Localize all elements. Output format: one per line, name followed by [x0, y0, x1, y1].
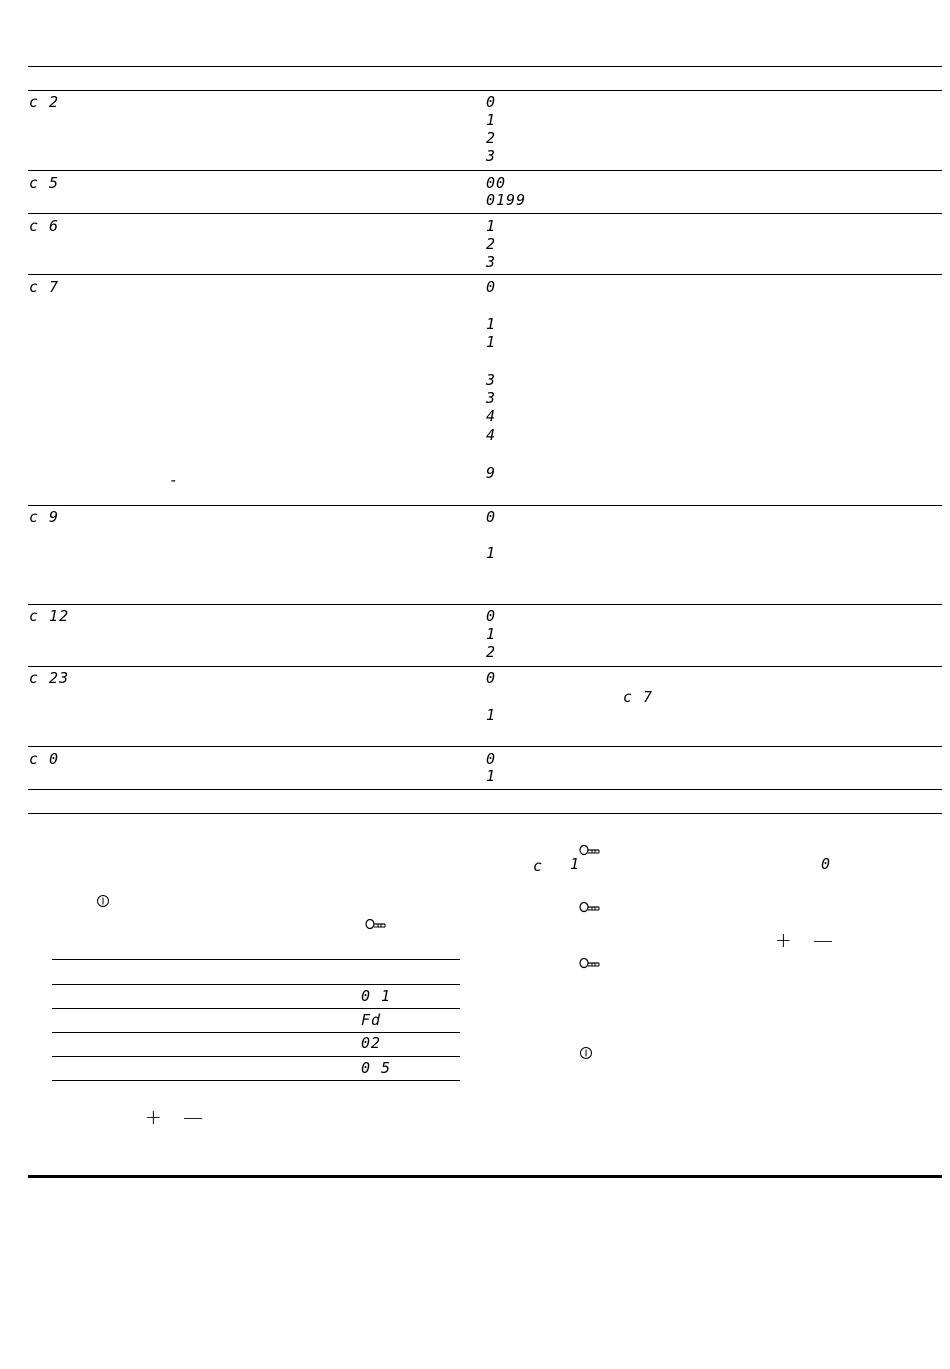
c23-reference-c7: c 7: [623, 688, 654, 706]
table-header-rule: [28, 90, 942, 91]
row-divider: [28, 213, 942, 214]
power-icon: [579, 1046, 593, 1063]
value-c0-1: 1: [486, 767, 497, 785]
value-c7-3: 3: [486, 371, 497, 389]
plus-symbol: +: [775, 928, 792, 952]
code-c0: c 0: [29, 750, 60, 768]
small-table-rule: [52, 984, 460, 985]
code-0-symbol: 0: [821, 855, 832, 873]
value-c23-1: 1: [486, 706, 497, 724]
value-c9-0: 0: [486, 508, 497, 526]
power-icon: [96, 894, 110, 911]
value-c7-6: 4: [486, 426, 497, 444]
small-table-bottom: [52, 1080, 460, 1081]
value-c5-0: 00: [486, 174, 507, 192]
row-divider: [28, 604, 942, 605]
code-c9: c 9: [29, 508, 60, 526]
value-c12-1: 1: [486, 625, 497, 643]
code-c23: c 23: [29, 669, 70, 687]
value-c2-0: 0: [486, 93, 497, 111]
plus-symbol: +: [145, 1105, 162, 1129]
value-c6-0: 1: [486, 217, 497, 235]
value-c9-1: 1: [486, 544, 497, 562]
value-c12-2: 2: [486, 643, 497, 661]
value-c23-0: 0: [486, 669, 497, 687]
value-c7-4: 3: [486, 389, 497, 407]
small-table-rule: [52, 1032, 460, 1033]
value-c6-2: 3: [486, 253, 497, 271]
small-table-value-02: 02: [361, 1034, 382, 1052]
minus-symbol: —: [183, 1105, 203, 1129]
code-c12: c 12: [29, 607, 70, 625]
code-c6: c 6: [29, 217, 60, 235]
value-c5-1: 0199: [486, 191, 527, 209]
minus-symbol: —: [813, 928, 833, 952]
code-1-symbol: 1: [570, 855, 581, 873]
code-c2: c 2: [29, 93, 60, 111]
page-bottom-rule: [28, 1175, 942, 1178]
value-c2-3: 3: [486, 147, 497, 165]
small-table-rule: [52, 1008, 460, 1009]
value-c7-0: 0: [486, 278, 497, 296]
row-divider: [28, 170, 942, 171]
value-c7-7: 9: [486, 464, 497, 482]
key-icon: [579, 841, 601, 853]
small-table-rule: [52, 1056, 460, 1057]
key-icon: [365, 915, 387, 927]
small-table-top: [52, 959, 460, 960]
code-c7: c 7: [29, 278, 60, 296]
c7-inline-mark: -: [169, 471, 180, 489]
row-divider: [28, 505, 942, 506]
table-top-rule: [28, 66, 942, 67]
small-table-value-05: 0 5: [361, 1059, 392, 1077]
value-c6-1: 2: [486, 235, 497, 253]
value-c7-2: 1: [486, 333, 497, 351]
code-c5: c 5: [29, 174, 60, 192]
row-divider: [28, 746, 942, 747]
small-table-value-01: 0 1: [361, 987, 392, 1005]
value-c7-1: 1: [486, 315, 497, 333]
key-icon: [579, 898, 601, 910]
row-divider: [28, 274, 942, 275]
value-c2-2: 2: [486, 129, 497, 147]
value-c2-1: 1: [486, 111, 497, 129]
value-c0-0: 0: [486, 750, 497, 768]
value-c12-0: 0: [486, 607, 497, 625]
value-c7-5: 4: [486, 407, 497, 425]
small-table-value-fd: Fd: [361, 1011, 382, 1029]
table-bottom-rule: [28, 789, 942, 790]
code-c-symbol: c: [533, 857, 544, 875]
section-rule: [28, 813, 942, 814]
row-divider: [28, 666, 942, 667]
key-icon: [579, 954, 601, 966]
